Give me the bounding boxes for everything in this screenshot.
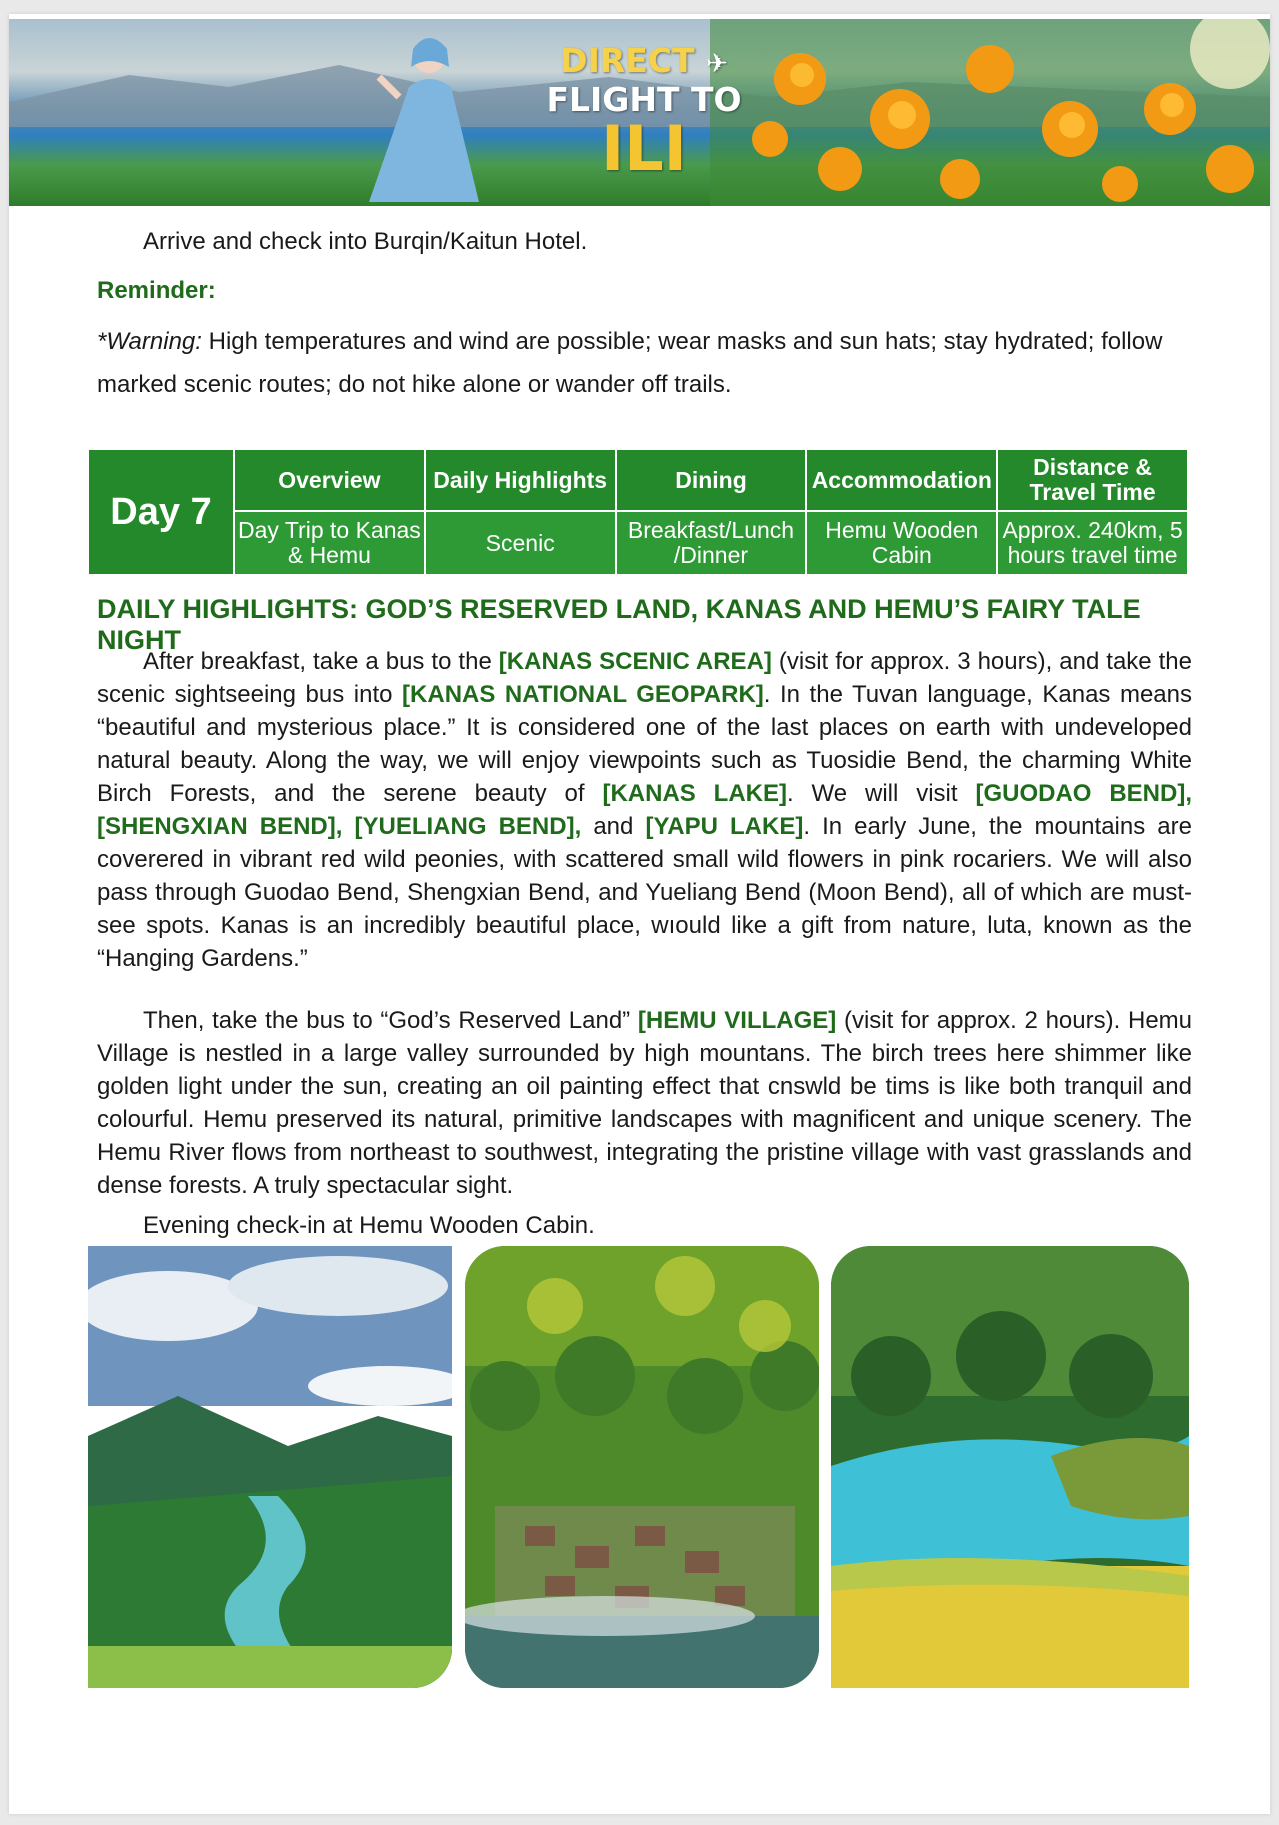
warning-label: *Warning:	[97, 328, 202, 355]
table-cell-distance: Approx. 240km, 5 hours travel time	[997, 511, 1188, 575]
para1-text-2: (visit for approx. 3 hours), and take the scenic sightseeing bus into	[97, 648, 1193, 708]
highlight-kanas-lake: [KANAS LAKE]	[602, 780, 787, 807]
banner-title-line2: FLIGHT TO	[546, 80, 742, 119]
para1-text-1: After breakfast, take a bus to the	[143, 648, 499, 675]
warning-note	[97, 320, 1207, 406]
evening-note: Evening check-in at Hemu Wooden Cabin.	[143, 1212, 595, 1239]
para1-text-6: . In early June, the mountains are coverered in vibrant red wild peonies, with scattered small wild flowers in pink rocariers. We will also pass through Guodao Bend, Shengxian Bend, and Yueliang Bend (Moon Bend), all of which are must-see spots. Kanas is an incredibly beautiful place, wıould like a gift from nature, luta, known as the “Hanging Gardens.”	[97, 813, 1192, 972]
flower-field-image	[710, 19, 1270, 206]
highlight-kanas-geopark: [KANAS NATIONAL GEOPARK]	[402, 681, 764, 708]
table-header-dining: Dining	[616, 449, 807, 511]
header-banner	[9, 19, 1270, 206]
table-cell-highlights: Scenic	[425, 511, 616, 575]
para1-text-3: . In the Tuvan language, Kanas means “beautiful and mysterious place.” It is considered one of the last places on earth with undeveloped natural beauty. Along the way, we will enjoy viewpoints such as Tuosidie Bend, the charming White Birch Forests, and the serene beauty of	[97, 681, 1193, 807]
table-header-distance: Distance & Travel Time	[997, 449, 1188, 511]
para2-text-1: Then, take the bus to “God’s Reserved Land”	[143, 1007, 638, 1034]
table-cell-overview: Day Trip to Kanas & Hemu	[234, 511, 425, 575]
hemu-village-photo	[465, 1246, 819, 1688]
arrival-note: Arrive and check into Burqin/Kaitun Hotel.	[143, 228, 588, 255]
woman-in-dress-image	[359, 27, 489, 206]
banner-title-line1: DIRECT	[560, 41, 695, 80]
table-header-accommodation: Accommodation	[806, 449, 997, 511]
table-cell-dining: Breakfast/Lunch /Dinner	[616, 511, 807, 575]
daily-highlights-title: DAILY HIGHLIGHTS: GOD’S RESERVED LAND, KANAS AND HEMU’S FAIRY TALE NIGHT	[97, 594, 1141, 655]
reminder-heading: Reminder:	[97, 277, 216, 304]
day-summary-table	[87, 448, 1189, 576]
kanas-paragraph	[97, 645, 1192, 975]
day-label: Day 7	[88, 449, 234, 575]
kanas-lake-photo	[831, 1246, 1189, 1688]
table-header-highlights: Daily Highlights	[425, 449, 616, 511]
airplane-icon: ✈	[706, 49, 728, 79]
highlight-yapu-lake: [YAPU LAKE]	[645, 813, 804, 840]
banner-title	[529, 41, 759, 185]
highlight-kanas-scenic-area: [KANAS SCENIC AREA]	[498, 648, 772, 675]
warning-text: High temperatures and wind are possible; wear masks and sun hats; stay hydrated; follow marked scenic routes; do not hike alone or wander off trails.	[97, 328, 1163, 398]
banner-title-line3: ILI	[601, 112, 687, 185]
para1-text-5: and	[581, 813, 646, 840]
highlight-hemu-village: [HEMU VILLAGE]	[637, 1007, 837, 1034]
highlight-bends: [GUODAO BEND], [SHENGXIAN BEND], [YUELIANG BEND],	[97, 780, 1192, 840]
table-header-overview: Overview	[234, 449, 425, 511]
itinerary-page	[9, 14, 1270, 1814]
table-cell-accommodation: Hemu Wooden Cabin	[806, 511, 997, 575]
para2-text-2: (visit for approx. 2 hours). Hemu Village is nestled in a large valley surrounded by high mountans. The birch trees here shimmer like golden light under the sun, creating an oil painting effect that cnswld be tims is like both tranquil and colourful. Hemu preserved its natural, primitive landscapes with magnificent and unique scenery. The Hemu River flows from northeast to southwest, integrating the pristine village with vast grasslands and dense forests. A truly spectacular sight.	[97, 1007, 1192, 1199]
hemu-paragraph	[97, 1004, 1192, 1202]
para1-text-4: . We will visit	[787, 780, 976, 807]
kanas-river-photo	[88, 1246, 452, 1688]
